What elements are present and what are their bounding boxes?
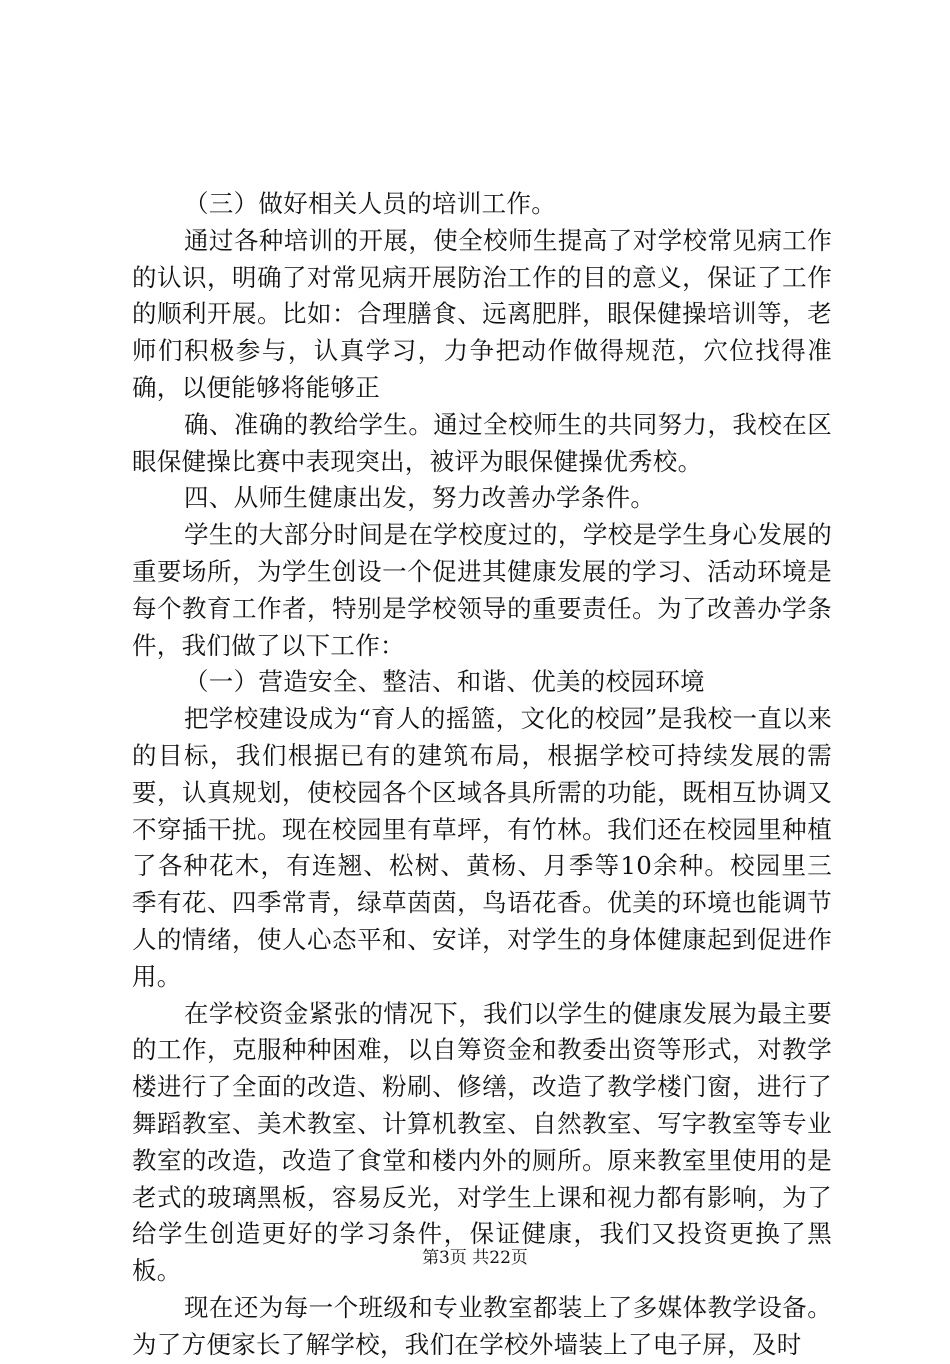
document-body [132, 186, 832, 1364]
page-footer: 第3页 共22页 [422, 1248, 528, 1268]
subsection-heading-campus: （一）营造安全、整洁、和谐、优美的校园环境 [184, 667, 705, 697]
section-heading-conditions: 四、从师生健康出发，努力改善办学条件。 [184, 483, 656, 513]
section-heading-training: （三）做好相关人员的培训工作。 [184, 189, 556, 218]
paragraph-training-details: 通过各种培训的开展，使全校师生提高了对学校常见病工作的认识，明确了对常见病开展防治工作的目的意义，保证了工作的顺利开展。比如：合理膳食、远离肥胖，眼保健操培训等，老师们积极参与，认真学习，力争把动作做得规范，穴位找得准确，以便能够将能够正 [132, 225, 832, 402]
paragraph-renovation: 在学校资金紧张的情况下，我们以学生的健康发展为最主要的工作，克服种种困难，以自筹资金和教委出资等形式，对教学楼进行了全面的改造、粉刷、修缮，改造了教学楼门窗，进行了舞蹈教室、美术教室、计算机教室、自然教室、写字教室等专业教室的改造，改造了食堂和楼内外的厕所。原来教室里使用的是老式的玻璃黑板，容易反光，对学生上课和视力都有影响，为了给学生创造更好的学习条件，保证健康，我们又投资更换了黑板。 [132, 998, 832, 1286]
paragraph-eye-exercise-result: 确、准确的教给学生。通过全校师生的共同努力，我校在区眼保健操比赛中表现突出，被评为眼保健操优秀校。 [132, 409, 832, 476]
paragraph-school-environment-importance: 学生的大部分时间是在学校度过的，学校是学生身心发展的重要场所，为学生创设一个促进其健康发展的学习、活动环境是每个教育工作者，特别是学校领导的重要责任。为了改善办学条件，我们做了以下工作： [132, 520, 832, 660]
paragraph-campus-planning: 把学校建设成为“育人的摇篮，文化的校园”是我校一直以来的目标，我们根据已有的建筑布局，根据学校可持续发展的需要，认真规划，使校园各个区域各具所需的功能，既相互协调又不穿插干扰。现在校园里有草坪，有竹林。我们还在校园里种植了各种花木，有连翘、松树、黄杨、月季等10余种。校园里三季有花、四季常青，绿草茵茵，鸟语花香。优美的环境也能调节人的情绪，使人心态平和、安详，对学生的身体健康起到促进作用。 [132, 704, 832, 991]
paragraph-multimedia: 现在还为每一个班级和专业教室都装上了多媒体教学设备。为了方便家长了解学校，我们在学校外墙装上了电子屏，及时 [132, 1292, 832, 1359]
